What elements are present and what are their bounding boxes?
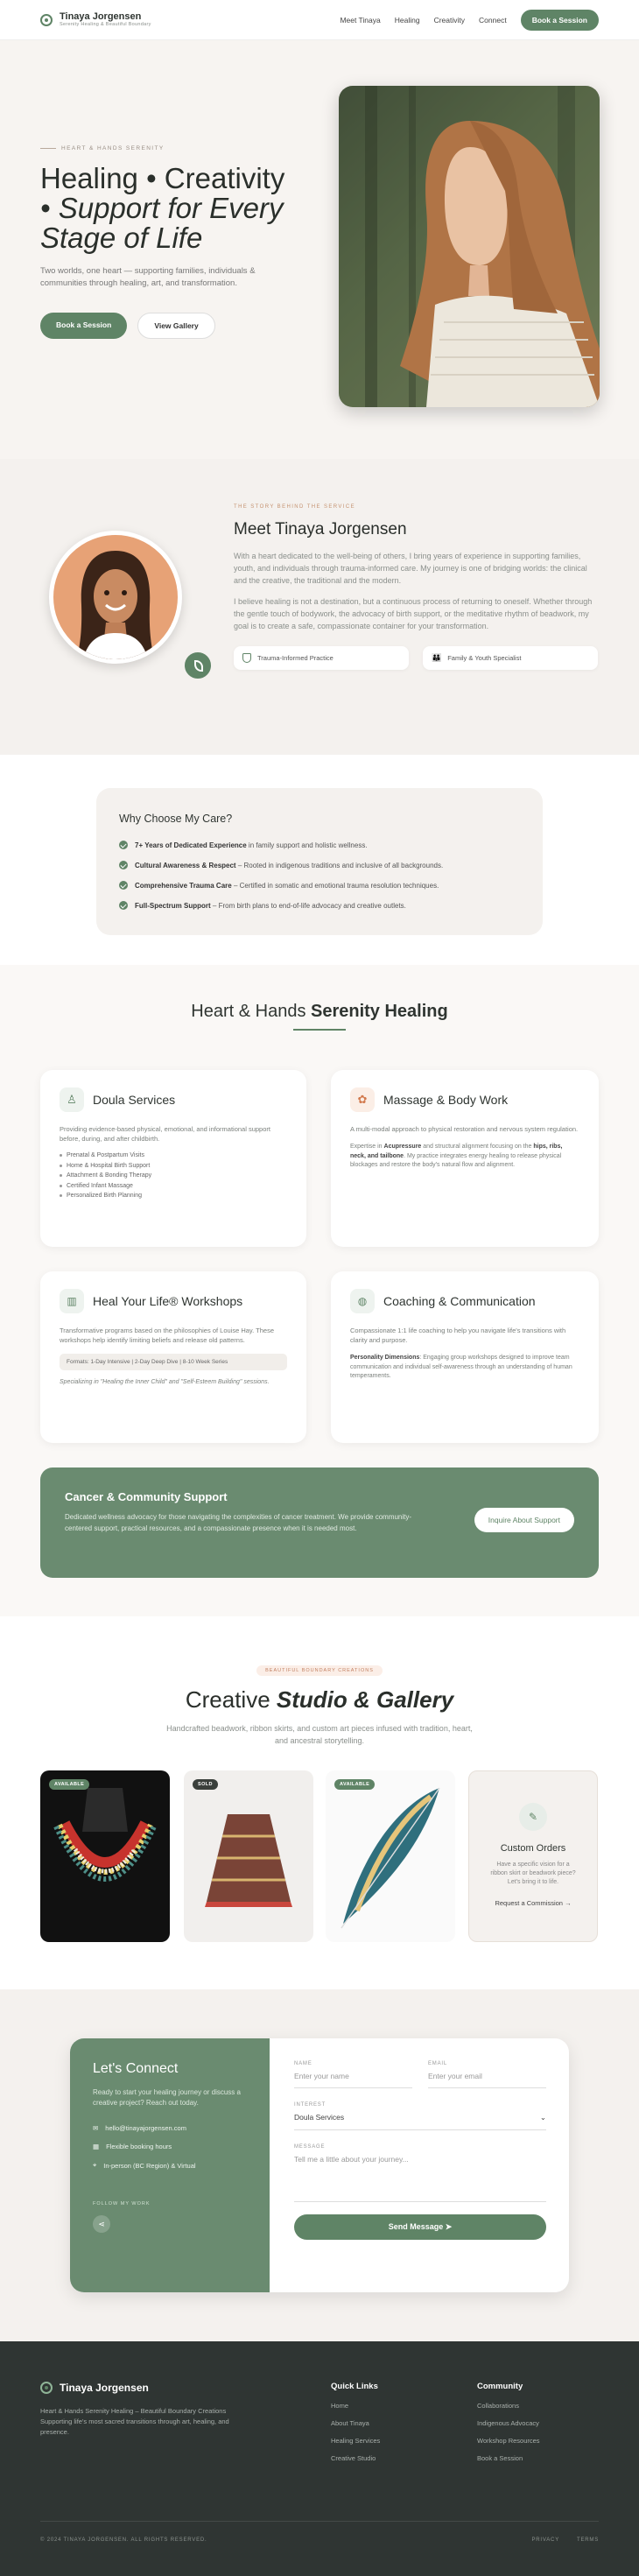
nav-link-healing[interactable]: Healing xyxy=(394,15,420,25)
check-icon xyxy=(119,861,128,869)
arrow-right-icon: → xyxy=(565,1899,572,1907)
ribbon-skirt-image xyxy=(184,1770,313,1942)
list-item: Attachment & Bonding Therapy xyxy=(60,1171,287,1181)
why-title: Why Choose My Care? xyxy=(119,813,233,825)
nav-link-meet[interactable]: Meet Tinaya xyxy=(340,15,381,25)
nav-link-connect[interactable]: Connect xyxy=(479,15,507,25)
check-icon xyxy=(119,881,128,890)
hero-section xyxy=(0,40,639,459)
terms-link[interactable]: TERMS xyxy=(577,2537,599,2543)
list-item: Home & Hospital Birth Support xyxy=(60,1161,287,1172)
footer-link[interactable]: Creative Studio xyxy=(331,2454,376,2462)
about-section xyxy=(0,459,639,755)
massage-card: ✿ Massage & Body Work A multi-modal approach to physical restoration and nervous system regulation. Expertise in Acupressure and structural alignment focusing on the hips, ribs, neck, and tailbone. My practice integrates energy healing to release physical blockages and restore the body's natural flow and alignment. xyxy=(331,1070,599,1247)
contact-email[interactable]: ✉ hello@tinayajorgensen.com xyxy=(93,2124,186,2132)
hero-book-button[interactable]: Book a Session xyxy=(40,313,127,339)
footer-link[interactable]: Collaborations xyxy=(477,2402,519,2410)
hero-eyebrow: HEART & HANDS SERENITY xyxy=(61,145,165,151)
nav-link-creativity[interactable]: Creativity xyxy=(433,15,466,25)
footer-link[interactable]: Workshop Resources xyxy=(477,2437,540,2445)
mail-icon: ✉ xyxy=(93,2124,99,2132)
studio-section xyxy=(0,1616,639,1989)
feather-art-image xyxy=(326,1770,455,1942)
share-icon[interactable]: ⋖ xyxy=(93,2215,110,2233)
lotus-logo-icon xyxy=(40,2382,53,2394)
send-icon: ➤ xyxy=(445,2222,453,2231)
footer-link[interactable]: Book a Session xyxy=(477,2454,523,2462)
footer-link[interactable]: Home xyxy=(331,2402,349,2410)
contact-location: ⌖ In-person (BC Region) & Virtual xyxy=(93,2161,196,2170)
why-item: Full-Spectrum Support – From birth plans to end-of-life advocacy and creative outlets. xyxy=(119,901,520,910)
cancer-support-banner: Cancer & Community Support Dedicated wellness advocacy for those navigating the complexities of cancer treatment. We provide community-centered support, practical resources, and a compassionate presence when it is needed most. Inquire About Support xyxy=(40,1467,599,1578)
lotus-logo-icon xyxy=(40,14,53,26)
formats-box: Formats: 1-Day Intensive | 2-Day Deep Dive | 8-10 Week Series xyxy=(60,1354,287,1370)
studio-title: Creative Studio & Gallery xyxy=(185,1686,454,1713)
list-item: Prenatal & Postpartum Visits xyxy=(60,1151,287,1161)
why-item: Comprehensive Trauma Care – Certified in somatic and emotional trauma resolution techniques. xyxy=(119,881,520,890)
view-gallery-button[interactable]: View Gallery xyxy=(137,313,214,339)
beaded-necklace-image xyxy=(40,1770,170,1942)
chevron-down-icon: ⌄ xyxy=(539,2113,546,2122)
contact-form: NAME Enter your name EMAIL Enter your email INTEREST Doula Services ⌄ MESSAGE Tell me a little about your journey... Send Message ➤ xyxy=(294,2061,546,2240)
contact-section xyxy=(0,1989,639,2341)
contact-card xyxy=(70,2038,569,2292)
why-item: Cultural Awareness & Respect – Rooted in indigenous traditions and inclusive of all backgrounds. xyxy=(119,861,520,869)
workshops-card: ▥ Heal Your Life® Workshops Transformative programs based on the philosophies of Louise Hay. These workshops help identify limiting beliefs and release old patterns. Formats: 1-Day Intensive | 2-Day Deep Dive | 8-10 Week Series Specializing in "Healing the Inner Child" and "Self-Esteem Building" sessions. xyxy=(40,1271,306,1443)
contact-hours: ▦ Flexible booking hours xyxy=(93,2143,172,2150)
about-eyebrow: THE STORY BEHIND THE SERVICE xyxy=(234,504,356,510)
coaching-card: ◍ Coaching & Communication Compassionate 1:1 life coaching to help you navigate life's transitions with clarity and purpose. Personality Dimensions: Engaging group workshops designed to improve team communication and individual self-awareness through an understanding of human temperaments. xyxy=(331,1271,599,1443)
request-commission-link[interactable]: Request a Commission → xyxy=(495,1899,572,1907)
brand-name: Tinaya Jorgensen xyxy=(60,11,142,22)
location-pin-icon: ⌖ xyxy=(93,2161,97,2169)
doula-card: ♙ Doula Services Providing evidence-based physical, emotional, and informational support before, during, and after childbirth. Prenatal & Postpartum Visits Home & Hospital Birth Support Attachment & Bonding Therapy Certified Infant Massage Personalized Birth Planning xyxy=(40,1070,306,1247)
baby-icon: ♙ xyxy=(60,1087,84,1112)
tinaya-avatar xyxy=(49,531,182,664)
check-icon xyxy=(119,841,128,849)
list-item: Certified Infant Massage xyxy=(60,1181,287,1192)
email-field[interactable]: Enter your email xyxy=(428,2066,546,2088)
gallery-item-ribbon-skirt[interactable]: SOLD xyxy=(184,1770,313,1942)
lotus-icon: ✿ xyxy=(350,1087,375,1112)
footer-link[interactable]: About Tinaya xyxy=(331,2419,369,2427)
book-icon: ▥ xyxy=(60,1289,84,1313)
services-title: Heart & Hands Serenity Healing xyxy=(191,1002,448,1021)
calendar-icon: ▦ xyxy=(93,2143,100,2150)
nav-book-button[interactable]: Book a Session xyxy=(521,10,599,31)
footer-link[interactable]: Indigenous Advocacy xyxy=(477,2419,539,2427)
chip-family-youth: 👪 Family & Youth Specialist xyxy=(423,646,598,670)
studio-eyebrow: BEAUTIFUL BOUNDARY CREATIONS xyxy=(256,1665,383,1676)
why-section xyxy=(0,755,639,965)
footer-brand: Tinaya Jorgensen xyxy=(60,2382,149,2394)
send-message-button[interactable]: Send Message ➤ xyxy=(294,2214,546,2240)
chip-trauma-informed: Trauma-Informed Practice xyxy=(234,646,409,670)
gallery-item-feather[interactable]: AVAILABLE xyxy=(326,1770,455,1942)
why-card xyxy=(96,788,543,935)
services-section xyxy=(0,965,639,1616)
hero-title: Healing • Creativity • Support for Every Stage of Life xyxy=(40,162,285,254)
footer-link[interactable]: Healing Services xyxy=(331,2437,381,2445)
copyright: © 2024 TINAYA JORGENSEN. ALL RIGHTS RESERVED. xyxy=(40,2537,207,2543)
check-icon xyxy=(119,901,128,910)
brand-tagline: Serenity Healing & Beautiful Boundary xyxy=(60,22,151,27)
inquire-support-button[interactable]: Inquire About Support xyxy=(474,1508,574,1532)
top-nav xyxy=(0,0,639,40)
leaf-badge-icon xyxy=(182,650,214,681)
footer: Tinaya Jorgensen Heart & Hands Serenity Healing – Beautiful Boundary Creations Supporting life's most sacred transitions through art, healing, and presence. Quick Links Home About Tinaya Healing Services Creative Studio Community Collaborations Indigenous Advocacy Workshop Resources Book a Session © 2024 TINAYA JORGENSEN. ALL RIGHTS RESERVED. PRIVACY TERMS xyxy=(0,2341,639,2576)
hero-portrait-image xyxy=(339,86,600,407)
about-para-1: With a heart dedicated to the well-being of others, I bring years of experience in supporting families, youth, and individuals through trauma-informed care. My journey is one of bridging worlds: the clinical and the creative, the traditional and the modern. xyxy=(234,552,587,585)
chat-icon: ◍ xyxy=(350,1289,375,1313)
gallery-item-necklace[interactable]: AVAILABLE xyxy=(40,1770,170,1942)
interest-select[interactable]: Doula Services ⌄ xyxy=(294,2108,546,2130)
message-textarea[interactable]: Tell me a little about your journey... xyxy=(294,2150,546,2202)
family-icon: 👪 xyxy=(432,653,442,662)
about-title: Meet Tinaya Jorgensen xyxy=(234,520,407,538)
custom-orders-card: ✎ Custom Orders Have a specific vision for a ribbon skirt or beadwork piece? Let's bring it to life. Request a Commission → xyxy=(468,1770,598,1942)
hero-subtitle: Two worlds, one heart — supporting families, individuals & communities through healing, art, and transformation. xyxy=(40,266,256,288)
contact-info-panel: Let's Connect Ready to start your healing journey or discuss a creative project? Reach out today. ✉ hello@tinayajorgensen.com ▦ Flexible booking hours ⌖ In-person (BC Region) & Virtual FOLLOW MY WORK ⋖ xyxy=(70,2038,270,2292)
studio-subtitle: Handcrafted beadwork, ribbon skirts, and custom art pieces infused with tradition, heart, and ancestral storytelling. xyxy=(166,1724,473,1745)
about-para-2: I believe healing is not a destination, but a continuous process of returning to oneself. Whether through the gentle touch of bodywork, the advocacy of birth support, or the meditative rhythm of beadwork, my goal is to create a safe, compassionate container for your transformation. xyxy=(234,597,593,630)
shield-icon xyxy=(242,653,251,663)
pencil-icon: ✎ xyxy=(519,1803,547,1831)
list-item: Personalized Birth Planning xyxy=(60,1191,287,1201)
logo[interactable] xyxy=(40,12,151,27)
name-field[interactable]: Enter your name xyxy=(294,2066,412,2088)
privacy-link[interactable]: PRIVACY xyxy=(531,2537,559,2543)
why-item: 7+ Years of Dedicated Experience in family support and holistic wellness. xyxy=(119,841,520,849)
